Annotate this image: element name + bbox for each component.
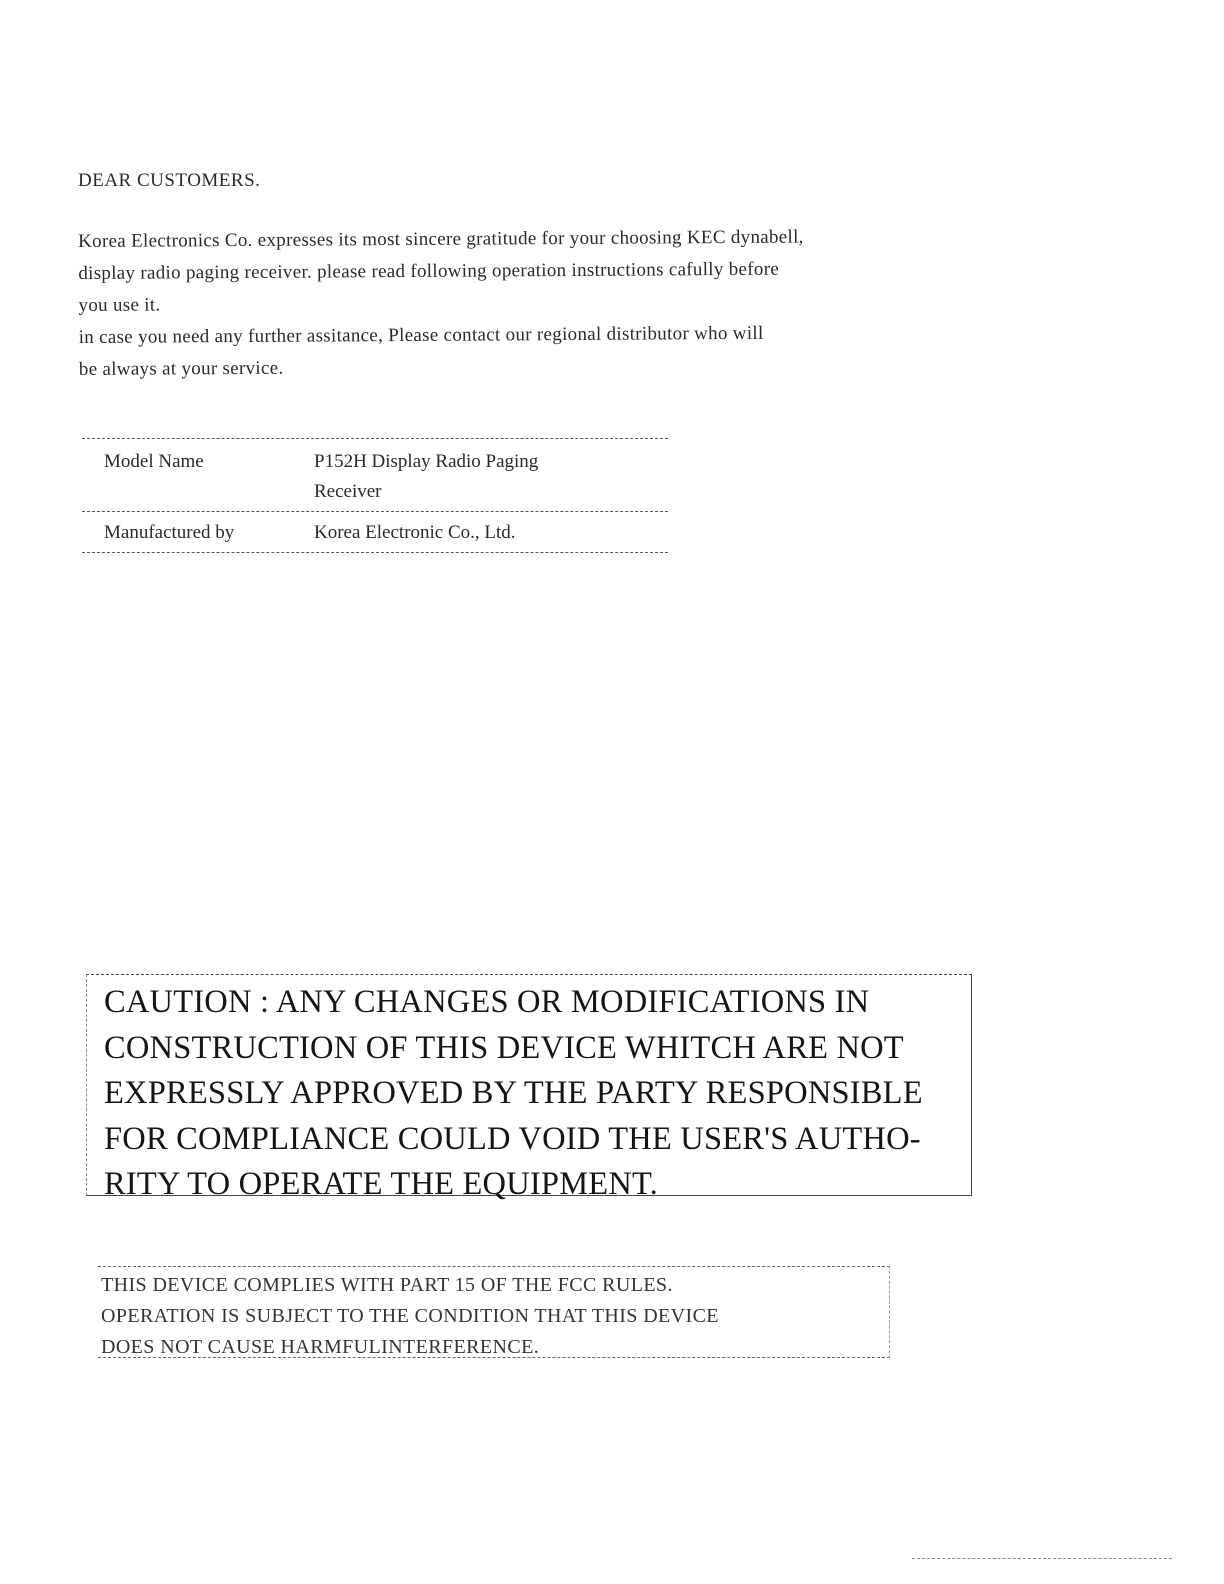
- fcc-compliance-notice: [101, 1270, 821, 1363]
- product-info-table: [82, 438, 668, 553]
- intro-line: display radio paging receiver. please read following operation instructions cafully before: [78, 258, 780, 284]
- fcc-line: OPERATION IS SUBJECT TO THE CONDITION THAT THIS DEVICE: [101, 1305, 719, 1327]
- fcc-line: DOES NOT CAUSE HARMFULINTERFERENCE.: [101, 1336, 540, 1358]
- model-name-value: [290, 439, 580, 511]
- model-name-row: [82, 438, 668, 511]
- caution-line: FOR COMPLIANCE COULD VOID THE USER'S AUTHO-: [104, 1120, 921, 1157]
- caution-line: EXPRESSLY APPROVED BY THE PARTY RESPONSIBLE: [104, 1075, 923, 1111]
- caution-line: CONSTRUCTION OF THIS DEVICE WHITCH ARE NOT: [104, 1029, 904, 1066]
- fcc-line: THIS DEVICE COMPLIES WITH PART 15 OF THE FCC RULES.: [101, 1274, 673, 1296]
- manufacturer-label: Manufactured by: [104, 522, 235, 543]
- caution-line: RITY TO OPERATE THE EQUIPMENT.: [104, 1166, 658, 1202]
- model-name-label: Model Name: [104, 451, 204, 472]
- manufacturer-row: [82, 511, 668, 553]
- intro-line: be always at your service.: [78, 357, 284, 380]
- intro-letter: [78, 221, 959, 386]
- salutation: DEAR CUSTOMERS.: [78, 170, 261, 191]
- manufacturer-value: [290, 512, 580, 552]
- intro-line: you use it.: [78, 294, 161, 316]
- model-name-value-line: Receiver: [314, 481, 382, 502]
- caution-notice: [104, 980, 974, 1208]
- model-name-value-line: P152H Display Radio Paging: [314, 451, 539, 472]
- intro-line: Korea Electronics Co. expresses its most sincere gratitude for your choosing KEC dynabell,: [78, 226, 804, 252]
- caution-line: CAUTION : ANY CHANGES OR MODIFICATIONS IN: [104, 984, 870, 1020]
- manufacturer-value-line: Korea Electronic Co., Ltd.: [314, 522, 516, 543]
- intro-line: in case you need any further assitance, Please contact our regional distributor who will: [78, 322, 764, 348]
- scan-artifact-divider: [912, 1558, 1172, 1561]
